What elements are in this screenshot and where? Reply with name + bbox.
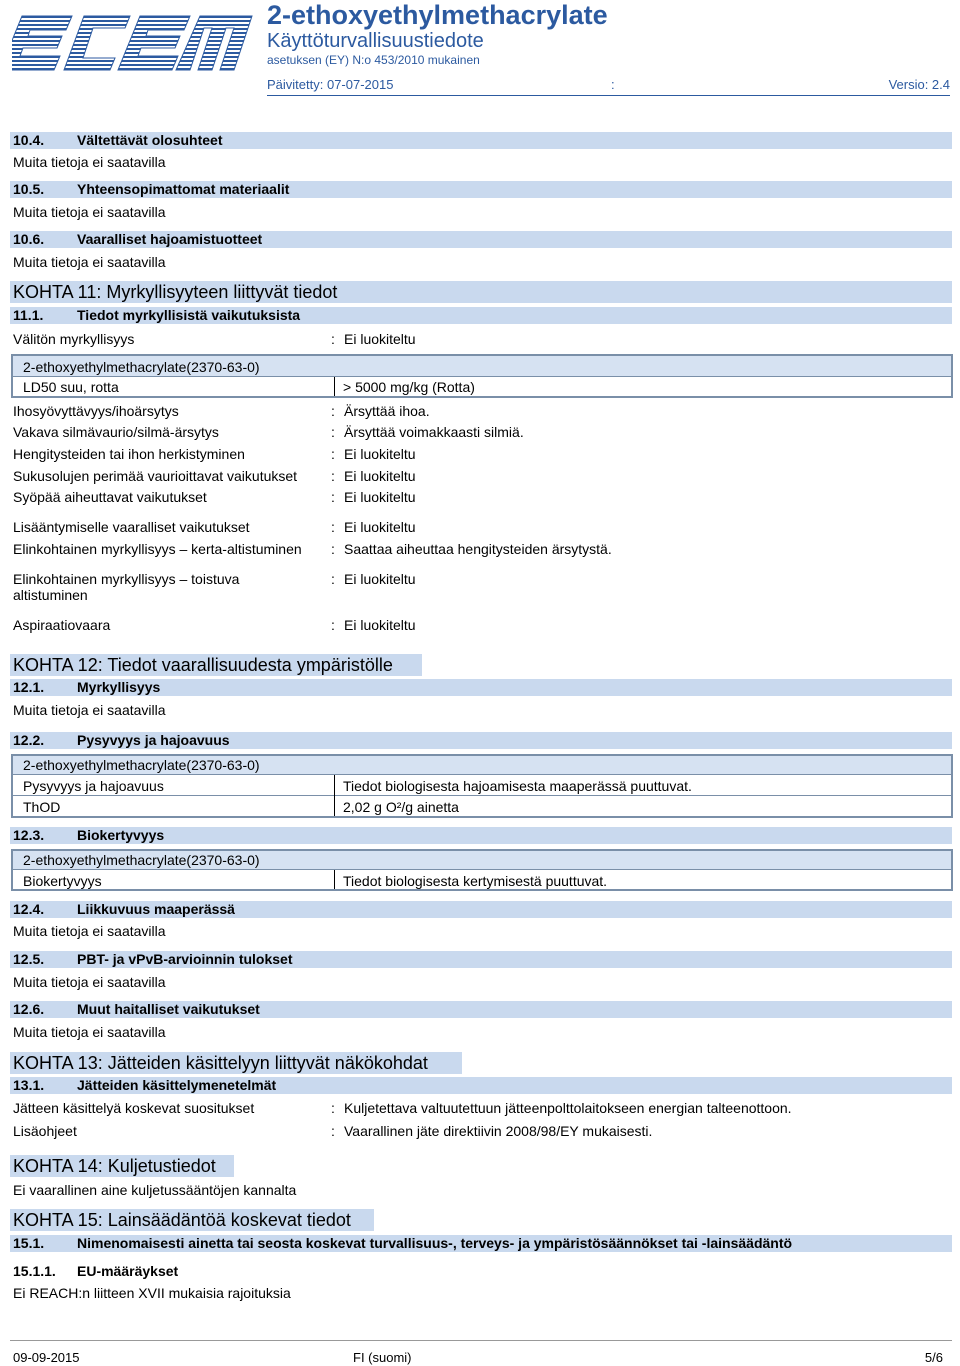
subsection-10-6-number: 10.6. — [13, 231, 45, 247]
subsection-12-4-text: Muita tietoja ei saatavilla — [13, 923, 166, 939]
header-regulation: asetuksen (EY) N:o 453/2010 mukainen — [267, 53, 480, 67]
colon-separator: : — [331, 424, 335, 440]
tox-row-label: Hengitysteiden tai ihon herkistyminen — [13, 446, 245, 462]
subsection-15-1-title: Nimenomaisesti ainetta tai seosta koskevat turvallisuus-, terveys- ja ympäristösäännökset tai -lainsäädäntö — [77, 1235, 793, 1251]
header-subtitle: Käyttöturvallisuustiedote — [267, 30, 484, 52]
ld50-column-divider — [334, 377, 335, 396]
subsection-12-6-text: Muita tietoja ei saatavilla — [13, 1024, 166, 1040]
persistence-table-divider — [13, 774, 951, 775]
tox-row-label: Elinkohtainen myrkyllisyys – toistuva — [13, 571, 240, 587]
header-colon: : — [611, 77, 615, 92]
tox-row-value: Ei luokiteltu — [344, 489, 416, 505]
tox-row-label: Aspiraatiovaara — [13, 617, 111, 633]
tox-row-value: Saattaa aiheuttaa hengitysteiden ärsytystä. — [344, 541, 612, 557]
subsection-15-1-1-number: 15.1.1. — [13, 1263, 56, 1279]
persistence-column-divider — [334, 775, 335, 816]
subsection-15-1-1-title: EU-määräykset — [77, 1263, 179, 1279]
tox-row-label: Sukusolujen perimää vaurioittavat vaikutukset — [13, 468, 298, 484]
persistence-row-divider — [13, 795, 951, 796]
reach-text: Ei REACH:n liitteen XVII mukaisia rajoituksia — [13, 1285, 291, 1301]
footer-page-number: 5/6 — [924, 1350, 943, 1365]
subsection-12-2-title: Pysyvyys ja hajoavuus — [77, 732, 230, 748]
subsection-11-1-number: 11.1. — [13, 307, 44, 323]
tox-row-value: Ei luokiteltu — [344, 468, 416, 484]
tox-row-value: Ärsyttää voimakkaasti silmiä. — [344, 424, 524, 440]
thod-value: 2,02 g O²/g ainetta — [343, 799, 459, 815]
ld50-value: > 5000 mg/kg (Rotta) — [343, 379, 475, 395]
subsection-10-5-number: 10.5. — [13, 181, 45, 197]
company-logo — [12, 8, 258, 80]
tox-row-label: Lisääntymiselle vaaralliset vaikutukset — [13, 519, 250, 535]
subsection-12-1-text: Muita tietoja ei saatavilla — [13, 702, 166, 718]
tox-row-value: Ei luokiteltu — [344, 519, 416, 535]
colon-separator: : — [331, 1123, 335, 1139]
waste-recommendation-value: Kuljetettava valtuutettuun jätteenpolttolaitokseen energian talteenottoon. — [344, 1100, 792, 1116]
section-13-title: KOHTA 13: Jätteiden käsittelyyn liittyvät näkökohdat — [13, 1053, 428, 1073]
ld50-table-divider — [13, 376, 951, 377]
colon-separator: : — [331, 1100, 335, 1116]
colon-separator: : — [331, 519, 335, 535]
subsection-10-4-text: Muita tietoja ei saatavilla — [13, 154, 166, 170]
subsection-12-3-number: 12.3. — [13, 827, 45, 843]
colon-separator: : — [331, 541, 335, 557]
tox-row-label: Ihosyövyttävyys/ihoärsytys — [13, 403, 179, 419]
thod-label: ThOD — [23, 799, 61, 815]
colon-separator: : — [331, 489, 335, 505]
tox-row-label: Elinkohtainen myrkyllisyys – kerta-altistuminen — [13, 541, 302, 557]
footer-language: FI (suomi) — [353, 1350, 412, 1365]
subsection-12-6-number: 12.6. — [13, 1001, 45, 1017]
section-14-title: KOHTA 14: Kuljetustiedot — [13, 1156, 216, 1176]
colon-separator: : — [331, 468, 335, 484]
ld50-table-header: 2-ethoxyethylmethacrylate(2370-63-0) — [23, 359, 260, 375]
colon-separator: : — [331, 617, 335, 633]
subsection-12-1-title: Myrkyllisyys — [77, 679, 161, 695]
subsection-12-4-title: Liikkuvuus maaperässä — [77, 901, 235, 917]
tox-row-value: Ei luokiteltu — [344, 617, 416, 633]
subsection-10-6-text: Muita tietoja ei saatavilla — [13, 254, 166, 270]
subsection-10-6-title: Vaaralliset hajoamistuotteet — [77, 231, 263, 247]
subsection-10-4-number: 10.4. — [13, 132, 45, 148]
acute-toxicity-label: Välitön myrkyllisyys — [13, 331, 135, 347]
tox-row-label-line2: altistuminen — [13, 587, 88, 603]
colon-separator: : — [331, 446, 335, 462]
persistence-value: Tiedot biologisesta hajoamisesta maaperässä puuttuvat. — [343, 778, 692, 794]
colon-separator: : — [331, 331, 335, 347]
additional-instructions-label: Lisäohjeet — [13, 1123, 77, 1139]
subsection-12-3-title: Biokertyvyys — [77, 827, 165, 843]
acute-toxicity-value: Ei luokiteltu — [344, 331, 416, 347]
subsection-13-1-number: 13.1. — [13, 1077, 45, 1093]
subsection-10-4-title: Vältettävät olosuhteet — [77, 132, 223, 148]
transport-text: Ei vaarallinen aine kuljetussääntöjen kannalta — [13, 1182, 297, 1198]
colon-separator: : — [331, 571, 335, 587]
section-12-title: KOHTA 12: Tiedot vaarallisuudesta ympäristölle — [13, 655, 393, 675]
tox-row-value: Ei luokiteltu — [344, 571, 416, 587]
bioaccumulation-column-divider — [334, 870, 335, 889]
header-updated: Päivitetty: 07-07-2015 — [267, 77, 394, 92]
section-11-title: KOHTA 11: Myrkyllisyyteen liittyvät tiedot — [13, 282, 338, 302]
tox-row-label: Vakava silmävaurio/silmä-ärsytys — [13, 424, 219, 440]
colon-separator: : — [331, 403, 335, 419]
subsection-10-5-title: Yhteensopimattomat materiaalit — [77, 181, 290, 197]
subsection-15-1-number: 15.1. — [13, 1235, 45, 1251]
additional-instructions-value: Vaarallinen jäte direktiivin 2008/98/EY mukaisesti. — [344, 1123, 653, 1139]
subsection-12-1-number: 12.1. — [13, 679, 45, 695]
persistence-table-header: 2-ethoxyethylmethacrylate(2370-63-0) — [23, 757, 260, 773]
subsection-12-5-number: 12.5. — [13, 951, 45, 967]
persistence-label: Pysyvyys ja hajoavuus — [23, 778, 164, 794]
tox-row-label: Syöpää aiheuttavat vaikutukset — [13, 489, 207, 505]
bioaccumulation-label: Biokertyvyys — [23, 873, 102, 889]
section-15-title: KOHTA 15: Lainsäädäntöä koskevat tiedot — [13, 1210, 351, 1230]
subsection-12-4-number: 12.4. — [13, 901, 45, 917]
header-product-title: 2-ethoxyethylmethacrylate — [267, 0, 608, 30]
waste-recommendation-label: Jätteen käsittelyä koskevat suositukset — [13, 1100, 255, 1116]
footer-date: 09-09-2015 — [13, 1350, 80, 1365]
ld50-label: LD50 suu, rotta — [23, 379, 119, 395]
subsection-12-5-title: PBT- ja vPvB-arvioinnin tulokset — [77, 951, 293, 967]
subsection-12-6-title: Muut haitalliset vaikutukset — [77, 1001, 260, 1017]
tox-row-value: Ärsyttää ihoa. — [344, 403, 430, 419]
footer-divider — [10, 1340, 952, 1341]
bioaccumulation-table-divider — [13, 869, 951, 870]
subsection-11-1-title: Tiedot myrkyllisistä vaikutuksista — [77, 307, 301, 323]
subsection-13-1-title: Jätteiden käsittelymenetelmät — [77, 1077, 277, 1093]
bioaccumulation-table-header: 2-ethoxyethylmethacrylate(2370-63-0) — [23, 852, 260, 868]
subsection-10-5-text: Muita tietoja ei saatavilla — [13, 204, 166, 220]
header-divider — [267, 95, 950, 96]
subsection-12-2-number: 12.2. — [13, 732, 45, 748]
header-version: Versio: 2.4 — [888, 77, 950, 92]
subsection-12-5-text: Muita tietoja ei saatavilla — [13, 974, 166, 990]
tox-row-value: Ei luokiteltu — [344, 446, 416, 462]
bioaccumulation-value: Tiedot biologisesta kertymisestä puuttuvat. — [343, 873, 608, 889]
